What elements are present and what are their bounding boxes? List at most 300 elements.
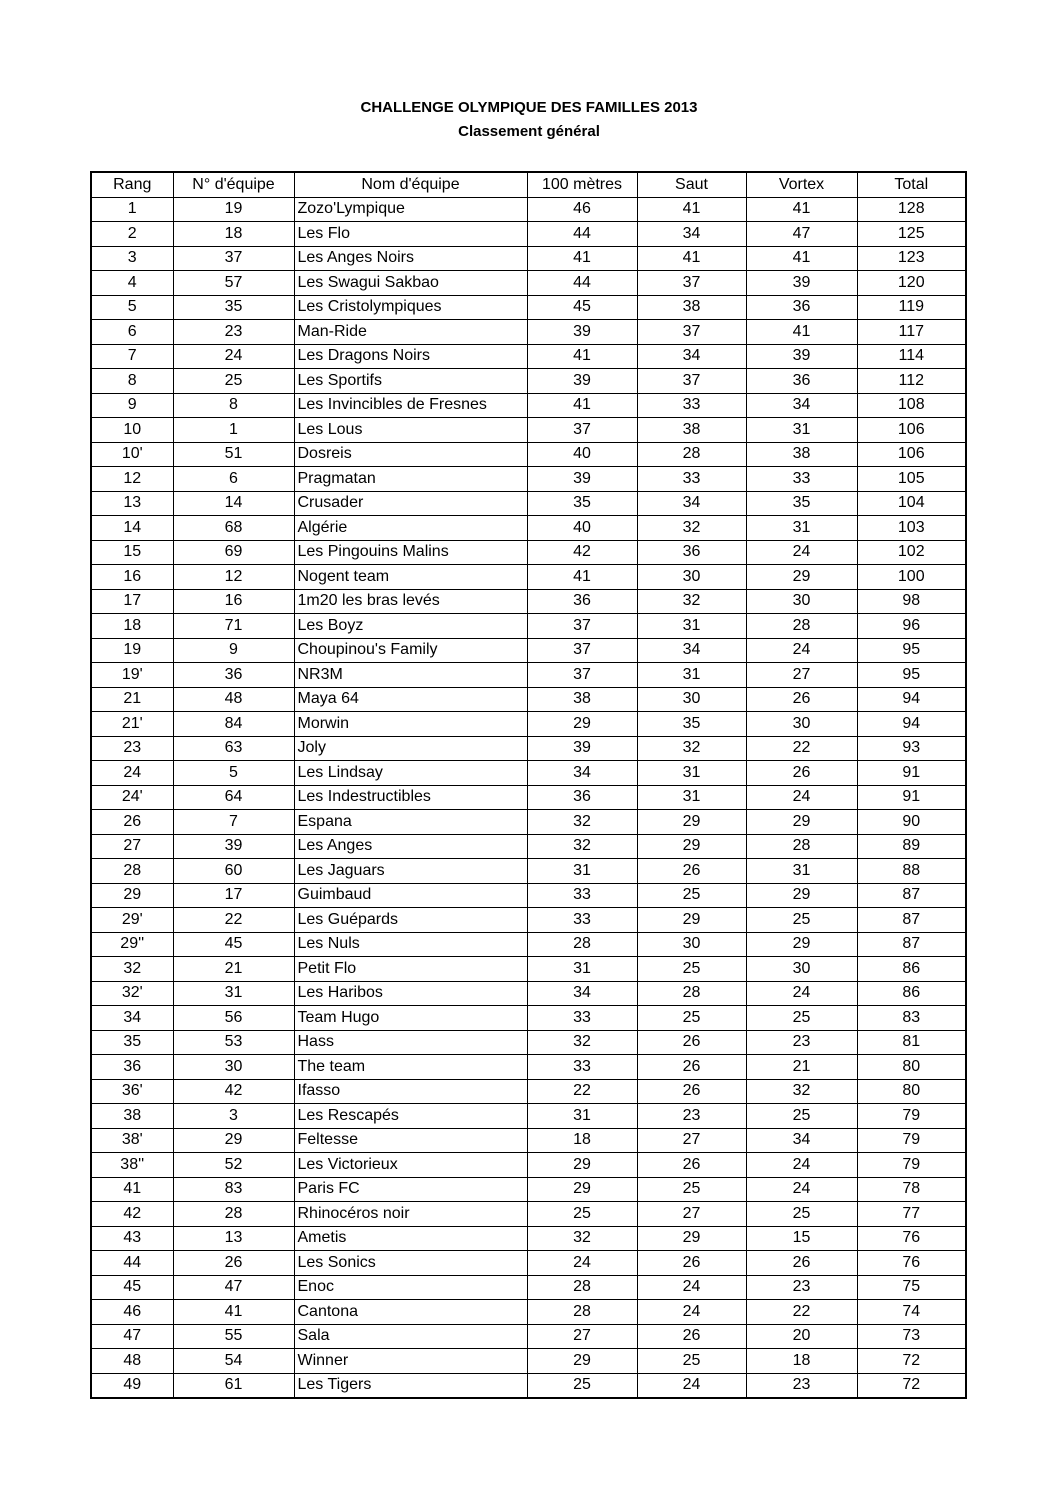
cell-rang: 29' [91,908,173,933]
cell-100m: 39 [527,320,637,345]
cell-team-number: 63 [173,736,294,761]
cell-team-number: 16 [173,589,294,614]
cell-vortex: 24 [746,638,857,663]
cell-100m: 29 [527,1177,637,1202]
cell-rang: 17 [91,589,173,614]
cell-vortex: 15 [746,1226,857,1251]
cell-100m: 46 [527,197,637,222]
cell-total: 106 [857,442,966,467]
cell-vortex: 28 [746,614,857,639]
cell-team-name: Les Lous [294,418,527,443]
cell-100m: 22 [527,1079,637,1104]
cell-rang: 32' [91,981,173,1006]
table-row [91,369,966,394]
cell-vortex: 39 [746,271,857,296]
cell-rang: 16 [91,565,173,590]
cell-100m: 45 [527,295,637,320]
cell-vortex: 31 [746,418,857,443]
cell-total: 79 [857,1104,966,1129]
cell-team-number: 42 [173,1079,294,1104]
cell-team-number: 5 [173,761,294,786]
table-row [91,1300,966,1325]
cell-team-number: 21 [173,957,294,982]
cell-saut: 26 [637,1079,746,1104]
cell-rang: 46 [91,1300,173,1325]
cell-team-number: 26 [173,1251,294,1276]
cell-saut: 26 [637,1030,746,1055]
cell-total: 74 [857,1300,966,1325]
cell-rang: 5 [91,295,173,320]
cell-team-name: Les Flo [294,222,527,247]
cell-vortex: 39 [746,344,857,369]
cell-rang: 32 [91,957,173,982]
table-row [91,981,966,1006]
table-row [91,344,966,369]
cell-100m: 41 [527,246,637,271]
table-row [91,1104,966,1129]
cell-100m: 33 [527,908,637,933]
cell-team-name: Cantona [294,1300,527,1325]
cell-team-name: Nogent team [294,565,527,590]
cell-team-number: 14 [173,491,294,516]
cell-rang: 10' [91,442,173,467]
cell-total: 77 [857,1202,966,1227]
cell-team-name: Hass [294,1030,527,1055]
cell-total: 117 [857,320,966,345]
cell-saut: 27 [637,1202,746,1227]
cell-vortex: 26 [746,1251,857,1276]
table-row [91,834,966,859]
cell-saut: 32 [637,589,746,614]
cell-team-number: 35 [173,295,294,320]
cell-total: 73 [857,1324,966,1349]
cell-vortex: 34 [746,393,857,418]
cell-100m: 41 [527,565,637,590]
table-row [91,393,966,418]
cell-saut: 37 [637,271,746,296]
cell-saut: 26 [637,1251,746,1276]
cell-saut: 26 [637,859,746,884]
table-row [91,320,966,345]
table-row [91,516,966,541]
table-row [91,761,966,786]
cell-team-number: 12 [173,565,294,590]
cell-team-name: Ifasso [294,1079,527,1104]
table-row [91,1177,966,1202]
cell-vortex: 31 [746,516,857,541]
cell-vortex: 23 [746,1030,857,1055]
cell-team-number: 61 [173,1373,294,1398]
cell-saut: 28 [637,981,746,1006]
cell-vortex: 25 [746,1202,857,1227]
table-row [91,810,966,835]
cell-team-name: Les Pingouins Malins [294,540,527,565]
cell-vortex: 47 [746,222,857,247]
cell-team-name: Team Hugo [294,1006,527,1031]
cell-team-name: Les Sportifs [294,369,527,394]
cell-total: 91 [857,761,966,786]
cell-team-name: Morwin [294,712,527,737]
cell-total: 105 [857,467,966,492]
cell-total: 119 [857,295,966,320]
cell-team-number: 37 [173,246,294,271]
cell-saut: 29 [637,810,746,835]
cell-100m: 33 [527,1006,637,1031]
cell-team-name: Pragmatan [294,467,527,492]
cell-saut: 37 [637,320,746,345]
header-rang: Rang [91,172,173,197]
cell-team-name: Ametis [294,1226,527,1251]
cell-team-number: 24 [173,344,294,369]
cell-team-name: Guimbaud [294,883,527,908]
cell-vortex: 25 [746,908,857,933]
cell-100m: 37 [527,663,637,688]
cell-saut: 26 [637,1153,746,1178]
cell-total: 72 [857,1349,966,1374]
table-row [91,932,966,957]
cell-vortex: 36 [746,295,857,320]
cell-saut: 26 [637,1055,746,1080]
cell-vortex: 23 [746,1373,857,1398]
table-row [91,540,966,565]
cell-team-number: 83 [173,1177,294,1202]
cell-rang: 2 [91,222,173,247]
table-row [91,859,966,884]
table-row [91,1055,966,1080]
cell-rang: 9 [91,393,173,418]
cell-vortex: 36 [746,369,857,394]
cell-rang: 8 [91,369,173,394]
table-row [91,1251,966,1276]
cell-total: 96 [857,614,966,639]
cell-total: 90 [857,810,966,835]
cell-saut: 28 [637,442,746,467]
cell-100m: 36 [527,589,637,614]
cell-rang: 45 [91,1275,173,1300]
cell-team-name: Enoc [294,1275,527,1300]
cell-rang: 19' [91,663,173,688]
cell-100m: 32 [527,1226,637,1251]
cell-team-name: Les Lindsay [294,761,527,786]
cell-saut: 41 [637,246,746,271]
table-row [91,271,966,296]
cell-100m: 28 [527,1275,637,1300]
table-row [91,1006,966,1031]
cell-total: 81 [857,1030,966,1055]
cell-saut: 33 [637,393,746,418]
cell-team-name: Zozo'Lympique [294,197,527,222]
cell-rang: 44 [91,1251,173,1276]
cell-total: 79 [857,1128,966,1153]
table-row [91,295,966,320]
cell-total: 89 [857,834,966,859]
cell-team-name: Crusader [294,491,527,516]
cell-team-name: Les Tigers [294,1373,527,1398]
cell-vortex: 33 [746,467,857,492]
cell-100m: 40 [527,516,637,541]
cell-team-name: Espana [294,810,527,835]
cell-rang: 36' [91,1079,173,1104]
cell-team-name: Les Rescapés [294,1104,527,1129]
cell-total: 86 [857,981,966,1006]
table-row [91,687,966,712]
cell-100m: 37 [527,614,637,639]
cell-100m: 38 [527,687,637,712]
cell-team-number: 60 [173,859,294,884]
cell-vortex: 24 [746,1177,857,1202]
cell-team-number: 25 [173,369,294,394]
header-total: Total [857,172,966,197]
cell-total: 95 [857,663,966,688]
cell-total: 87 [857,908,966,933]
cell-team-name: Les Cristolympiques [294,295,527,320]
cell-saut: 34 [637,344,746,369]
cell-100m: 39 [527,736,637,761]
table-row [91,1275,966,1300]
cell-saut: 23 [637,1104,746,1129]
cell-rang: 38' [91,1128,173,1153]
cell-team-number: 47 [173,1275,294,1300]
cell-total: 86 [857,957,966,982]
cell-team-name: Man-Ride [294,320,527,345]
cell-team-number: 69 [173,540,294,565]
cell-vortex: 24 [746,981,857,1006]
cell-total: 94 [857,687,966,712]
cell-team-number: 68 [173,516,294,541]
cell-rang: 49 [91,1373,173,1398]
cell-vortex: 25 [746,1104,857,1129]
cell-saut: 30 [637,687,746,712]
table-row [91,1128,966,1153]
cell-team-number: 71 [173,614,294,639]
table-row [91,785,966,810]
cell-team-number: 36 [173,663,294,688]
cell-team-name: The team [294,1055,527,1080]
cell-100m: 41 [527,344,637,369]
cell-team-name: Les Dragons Noirs [294,344,527,369]
cell-vortex: 27 [746,663,857,688]
cell-total: 88 [857,859,966,884]
cell-100m: 34 [527,981,637,1006]
cell-rang: 6 [91,320,173,345]
cell-team-number: 52 [173,1153,294,1178]
table-row [91,418,966,443]
cell-team-number: 8 [173,393,294,418]
cell-100m: 31 [527,957,637,982]
cell-vortex: 29 [746,883,857,908]
cell-team-number: 53 [173,1030,294,1055]
cell-total: 98 [857,589,966,614]
cell-team-name: NR3M [294,663,527,688]
cell-total: 123 [857,246,966,271]
cell-team-name: Feltesse [294,1128,527,1153]
cell-saut: 31 [637,785,746,810]
table-row [91,663,966,688]
cell-team-number: 31 [173,981,294,1006]
cell-vortex: 30 [746,712,857,737]
table-row [91,883,966,908]
cell-team-name: Les Jaguars [294,859,527,884]
cell-100m: 28 [527,1300,637,1325]
cell-saut: 32 [637,516,746,541]
cell-100m: 44 [527,222,637,247]
cell-100m: 32 [527,1030,637,1055]
cell-rang: 43 [91,1226,173,1251]
cell-saut: 29 [637,834,746,859]
cell-saut: 29 [637,908,746,933]
cell-team-number: 19 [173,197,294,222]
cell-rang: 4 [91,271,173,296]
table-row [91,712,966,737]
cell-team-name: Sala [294,1324,527,1349]
table-row [91,491,966,516]
cell-rang: 48 [91,1349,173,1374]
cell-total: 72 [857,1373,966,1398]
cell-team-name: Paris FC [294,1177,527,1202]
table-row [91,222,966,247]
cell-vortex: 30 [746,957,857,982]
cell-rang: 38'' [91,1153,173,1178]
cell-team-name: Petit Flo [294,957,527,982]
cell-rang: 14 [91,516,173,541]
cell-saut: 34 [637,222,746,247]
cell-100m: 29 [527,1349,637,1374]
cell-total: 128 [857,197,966,222]
cell-saut: 31 [637,614,746,639]
cell-100m: 31 [527,859,637,884]
cell-vortex: 41 [746,197,857,222]
cell-vortex: 24 [746,540,857,565]
cell-vortex: 26 [746,687,857,712]
cell-vortex: 34 [746,1128,857,1153]
cell-rang: 29'' [91,932,173,957]
cell-total: 79 [857,1153,966,1178]
cell-team-name: Les Swagui Sakbao [294,271,527,296]
cell-total: 104 [857,491,966,516]
cell-team-number: 9 [173,638,294,663]
cell-total: 83 [857,1006,966,1031]
cell-team-name: Les Haribos [294,981,527,1006]
cell-100m: 29 [527,712,637,737]
cell-saut: 34 [637,638,746,663]
cell-vortex: 41 [746,320,857,345]
header-team-number: N° d'équipe [173,172,294,197]
cell-team-name: Les Nuls [294,932,527,957]
table-row [91,1373,966,1398]
cell-rang: 3 [91,246,173,271]
table-row [91,467,966,492]
cell-total: 106 [857,418,966,443]
cell-saut: 30 [637,932,746,957]
cell-vortex: 18 [746,1349,857,1374]
cell-saut: 41 [637,197,746,222]
cell-vortex: 20 [746,1324,857,1349]
cell-saut: 37 [637,369,746,394]
cell-saut: 24 [637,1300,746,1325]
cell-rang: 15 [91,540,173,565]
table-row [91,614,966,639]
cell-team-number: 30 [173,1055,294,1080]
cell-vortex: 41 [746,246,857,271]
cell-100m: 39 [527,467,637,492]
cell-rang: 12 [91,467,173,492]
cell-total: 114 [857,344,966,369]
cell-rang: 41 [91,1177,173,1202]
cell-vortex: 21 [746,1055,857,1080]
cell-saut: 31 [637,761,746,786]
table-row [91,1349,966,1374]
cell-vortex: 24 [746,1153,857,1178]
table-row [91,246,966,271]
cell-team-name: Les Boyz [294,614,527,639]
cell-team-name: Les Anges [294,834,527,859]
cell-saut: 31 [637,663,746,688]
cell-100m: 40 [527,442,637,467]
cell-100m: 34 [527,761,637,786]
cell-100m: 41 [527,393,637,418]
cell-total: 87 [857,883,966,908]
table-row [91,442,966,467]
cell-team-name: Les Invincibles de Fresnes [294,393,527,418]
cell-total: 78 [857,1177,966,1202]
cell-team-number: 84 [173,712,294,737]
header-saut: Saut [637,172,746,197]
document-title: CHALLENGE OLYMPIQUE DES FAMILLES 2013 [360,99,698,116]
cell-100m: 32 [527,834,637,859]
cell-100m: 39 [527,369,637,394]
cell-total: 95 [857,638,966,663]
cell-saut: 35 [637,712,746,737]
cell-team-number: 7 [173,810,294,835]
cell-team-name: Winner [294,1349,527,1374]
cell-rang: 10 [91,418,173,443]
cell-total: 76 [857,1251,966,1276]
cell-saut: 38 [637,295,746,320]
cell-100m: 33 [527,1055,637,1080]
cell-saut: 24 [637,1275,746,1300]
cell-vortex: 22 [746,1300,857,1325]
cell-team-number: 23 [173,320,294,345]
cell-rang: 18 [91,614,173,639]
cell-team-name: Maya 64 [294,687,527,712]
cell-team-number: 6 [173,467,294,492]
cell-saut: 29 [637,1226,746,1251]
cell-vortex: 29 [746,932,857,957]
cell-vortex: 23 [746,1275,857,1300]
document-subtitle: Classement général [458,123,600,140]
cell-team-number: 3 [173,1104,294,1129]
cell-saut: 36 [637,540,746,565]
cell-team-number: 22 [173,908,294,933]
cell-vortex: 35 [746,491,857,516]
cell-rang: 28 [91,859,173,884]
cell-team-name: Joly [294,736,527,761]
cell-team-number: 28 [173,1202,294,1227]
cell-team-name: Dosreis [294,442,527,467]
cell-total: 75 [857,1275,966,1300]
cell-rang: 24 [91,761,173,786]
cell-rang: 21 [91,687,173,712]
cell-rang: 42 [91,1202,173,1227]
cell-total: 103 [857,516,966,541]
cell-team-number: 17 [173,883,294,908]
header-100m: 100 mètres [527,172,637,197]
cell-team-number: 39 [173,834,294,859]
cell-saut: 32 [637,736,746,761]
results-table [90,171,967,1399]
cell-rang: 47 [91,1324,173,1349]
table-row [91,1153,966,1178]
